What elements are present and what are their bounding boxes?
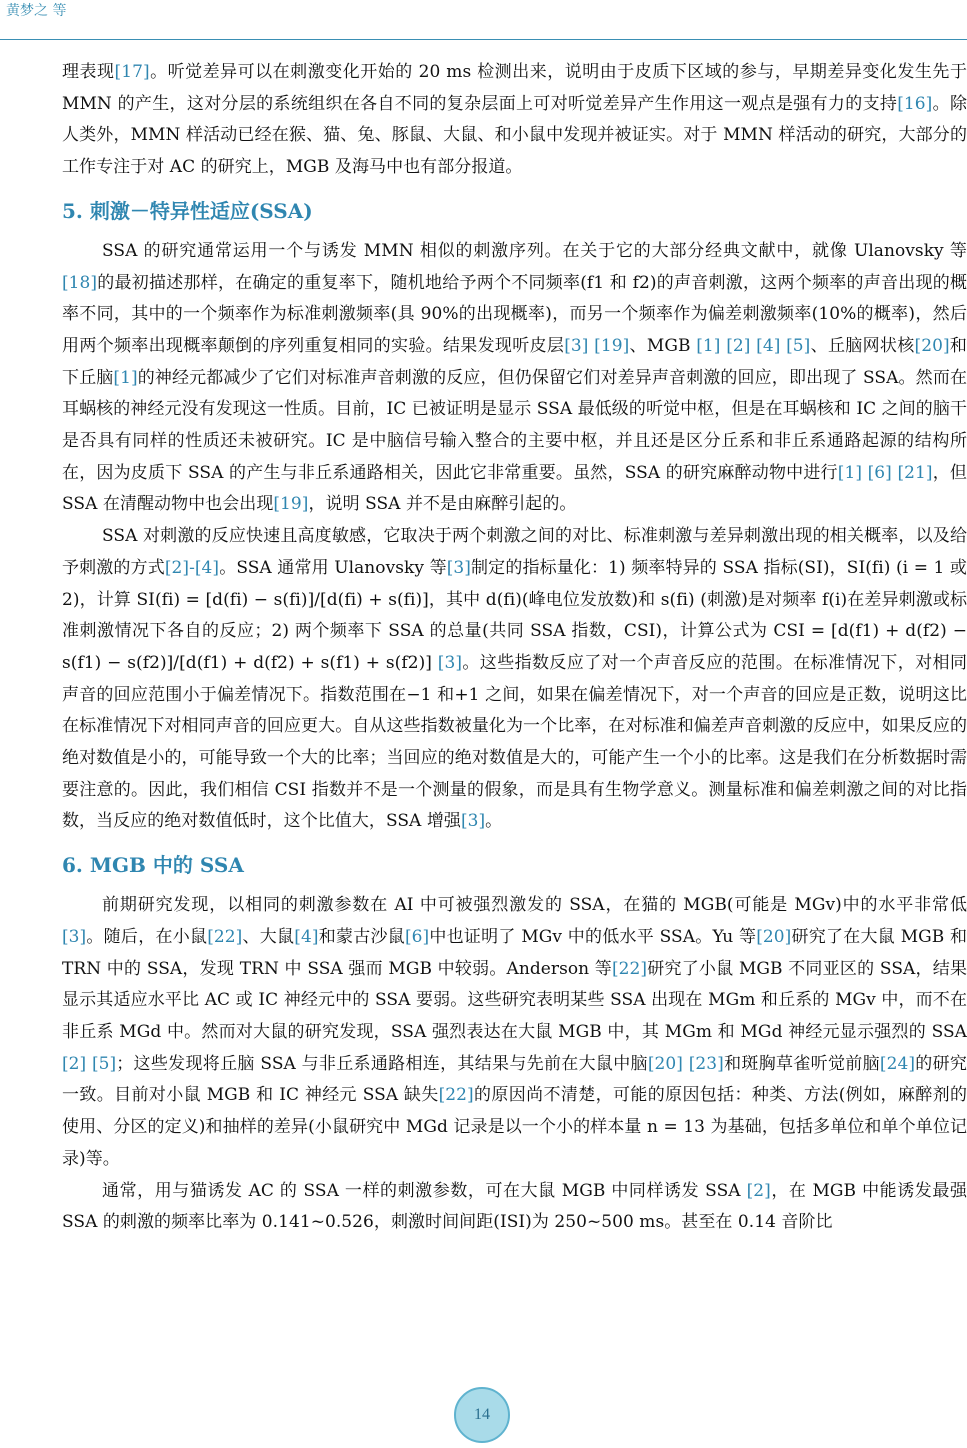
citation-link[interactable]: [4] — [756, 335, 781, 356]
citation-link[interactable]: [23] — [688, 1053, 724, 1074]
citation-link[interactable]: [1] — [837, 462, 862, 483]
section-heading-6: 6. MGB 中的 SSA — [62, 853, 244, 878]
header-divider — [0, 39, 967, 40]
citation-link[interactable]: [16] — [897, 93, 933, 114]
citation-link[interactable]: [4] — [294, 926, 319, 947]
citation-link[interactable]: [3] — [564, 335, 589, 356]
citation-link[interactable]: [22] — [611, 958, 648, 979]
citation-link[interactable]: [20] — [914, 335, 950, 356]
citation-link[interactable]: [21] — [897, 462, 933, 483]
paragraph: 理表现[17]。听觉差异可以在刺激变化开始的 20 ms 检测出来，说明由于皮质下区域的参与，早期差异变化发生先于 MMN 的产生，这对分层的系统组织在各自不同的复杂层面上可对听觉差异产生作用这一观点是强有力的支持[16]。除人类外，MMN 样活动已经在猴、猫、兔、豚鼠、大鼠、和小鼠中发现并被证实。对于 MMN 样活动的研究，大部分的工作专注于对 AC 的研究上，MGB 及海马中也有部分报道。 — [62, 62, 967, 178]
page-number: 14 — [474, 1406, 490, 1423]
citation-link[interactable]: [3] — [460, 811, 486, 832]
citation-link[interactable]: [2] — [726, 335, 751, 356]
citation-link[interactable]: [1] — [696, 335, 721, 356]
citation-link[interactable]: [3] — [437, 652, 462, 673]
citation-link[interactable]: [19] — [273, 494, 309, 515]
citation-link[interactable]: [3] — [62, 926, 87, 947]
citation-link[interactable]: [5] — [786, 335, 811, 356]
citation-link[interactable]: [1] — [113, 367, 138, 388]
citation-link[interactable]: [22] — [207, 926, 243, 947]
citation-link[interactable]: [2] — [62, 1053, 87, 1074]
citation-link[interactable]: [6] — [867, 462, 892, 483]
article-body — [62, 57, 967, 1239]
paragraph: SSA 对刺激的反应快速且高度敏感，它取决于两个刺激之间的对比、标准刺激与差异刺激出现的相关概率，以及给予刺激的方式[2]-[4]。SSA 通常用 Ulanovsky 等[3]制定的指标量化：1) 频率特异的 SSA 指标(SI)，SI(fi) (i = 1 或 2)，计算 SI(fi) = [d(fi) − s(fi)]/[d(fi) + s(fi)]，其中 d(fi)(峰电位发放数)和 s(fi) (刺激)是对频率 f(i)在差异刺激或标准刺激情况下各自的反应；2) 两个频率下 SSA 的总量(共同 SSA 指数，CSI)，计算公式为 CSI = [d(f1) + d(f2) − s(f1) − s(f2)]/[d(f1) + d(f2) + s(f1) + s(f2)] [3]。这些指数反应了对一个声音反应的范围。在标准情况下，对相同声音的回应范围小于偏差情况下。指数范围在−1 和+1 之间，如果在偏差情况下，对一个声音的回应是正数，说明这比在标准情况下对相同声音的回应更大。自从这些指数被量化为一个比率，在对标准和偏差声音刺激的反应中，如果反应的绝对数值是小的，可能导致一个大的比率；当回应的绝对数值是大的，可能产生一个小的比率。这是我们在分析数据时需要注意的。因此，我们相信 CSI 指数并不是一个测量的假象，而是具有生物学意义。测量标准和偏差刺激之间的对比指数，当反应的绝对数值低时，这个比值大，SSA 增强[3]。 — [62, 526, 967, 832]
citation-link[interactable]: [5] — [91, 1053, 117, 1074]
paragraph: 通常，用与猫诱发 AC 的 SSA 一样的刺激参数，可在大鼠 MGB 中同样诱发 SSA [2]，在 MGB 中能诱发最强 SSA 的刺激的频率比率为 0.141~0.526，刺激时间间距(ISI)为 250~500 ms。甚至在 0.14 音阶比 — [62, 1180, 967, 1233]
citation-link[interactable]: [19] — [594, 335, 630, 356]
paragraph: 前期研究发现，以相同的刺激参数在 AI 中可被强烈激发的 SSA，在猫的 MGB(可能是 MGv)中的水平非常低[3]。随后，在小鼠[22]、大鼠[4]和蒙古沙鼠[6]中也证明了 MGv 中的低水平 SSA。Yu 等[20]研究了在大鼠 MGB 和 TRN 中的 SSA，发现 TRN 中 SSA 强而 MGB 中较弱。Anderson 等[22]研究了小鼠 MGB 不同亚区的 SSA，结果显示其适应水平比 AC 或 IC 神经元中的 SSA 要弱。这些研究表明某些 SSA 出现在 MGm 和丘系的 MGv 中，而不在非丘系 MGd 中。然而对大鼠的研究发现，SSA 强烈表达在大鼠 MGB 中，其 MGm 和 MGd 神经元显示强烈的 SSA [2] [5]；这些发现将丘脑 SSA 与非丘系通路相连，其结果与先前在大鼠中脑[20] [23]和斑胸草雀听觉前脑[24]的研究一致。目前对小鼠 MGB 和 IC 神经元 SSA 缺失[22]的原因尚不清楚，可能的原因包括：种类、方法(例如，麻醉剂的使用、分区的定义)和抽样的差异(小鼠研究中 MGd 记录是以一个小的样本量 n = 13 为基础，包括多单位和单个单位记录)等。 — [62, 895, 967, 1169]
running-head-authors: 黄梦之 等 — [6, 3, 67, 19]
citation-link[interactable]: [18] — [62, 272, 98, 293]
page-number-badge — [454, 1387, 510, 1443]
citation-link[interactable]: [6] — [404, 926, 430, 947]
citation-link[interactable]: [17] — [114, 62, 150, 82]
citation-link[interactable]: [24] — [879, 1053, 916, 1074]
citation-link[interactable]: [2] — [746, 1180, 771, 1201]
citation-link[interactable]: [22] — [438, 1085, 474, 1106]
citation-link[interactable]: [20] — [647, 1053, 683, 1074]
citation-link[interactable]: [3] — [446, 557, 471, 578]
citation-link[interactable]: [2]-[4] — [164, 557, 220, 578]
section-heading-5: 5. 刺激－特异性适应(SSA) — [62, 198, 313, 223]
citation-link[interactable]: [20] — [756, 926, 792, 947]
paragraph: SSA 的研究通常运用一个与诱发 MMN 相似的刺激序列。在关于它的大部分经典文献中，就像 Ulanovsky 等[18]的最初描述那样，在确定的重复率下，随机地给予两个不同频率(f1 和 f2)的声音刺激，这两个频率的声音出现的概率不同，其中的一个频率作为标准刺激频率(具 90%的出现概率)，而另一个频率作为偏差刺激频率(10%的概率)，然后用两个频率出现概率颠倒的序列重复相同的实验。结果发现听皮层[3] [19]、MGB [1] [2] [4] [5]、丘脑网状核[20]和下丘脑[1]的神经元都减少了它们对标准声音刺激的反应，但仍保留它们对差异声音刺激的回应，即出现了 SSA。然而在耳蜗核的神经元没有发现这一性质。目前，IC 已被证明是显示 SSA 最低级的听觉中枢，但是在耳蜗核和 IC 之间的脑干是否具有同样的性质还未被研究。IC 是中脑信号输入整合的主要中枢，并且还是区分丘系和非丘系通路起源的结构所在，因为皮质下 SSA 的产生与非丘系通路相关，因此它非常重要。虽然，SSA 的研究麻醉动物中进行[1] [6] [21]，但 SSA 在清醒动物中也会出现[19]，说明 SSA 并不是由麻醉引起的。 — [62, 240, 967, 515]
